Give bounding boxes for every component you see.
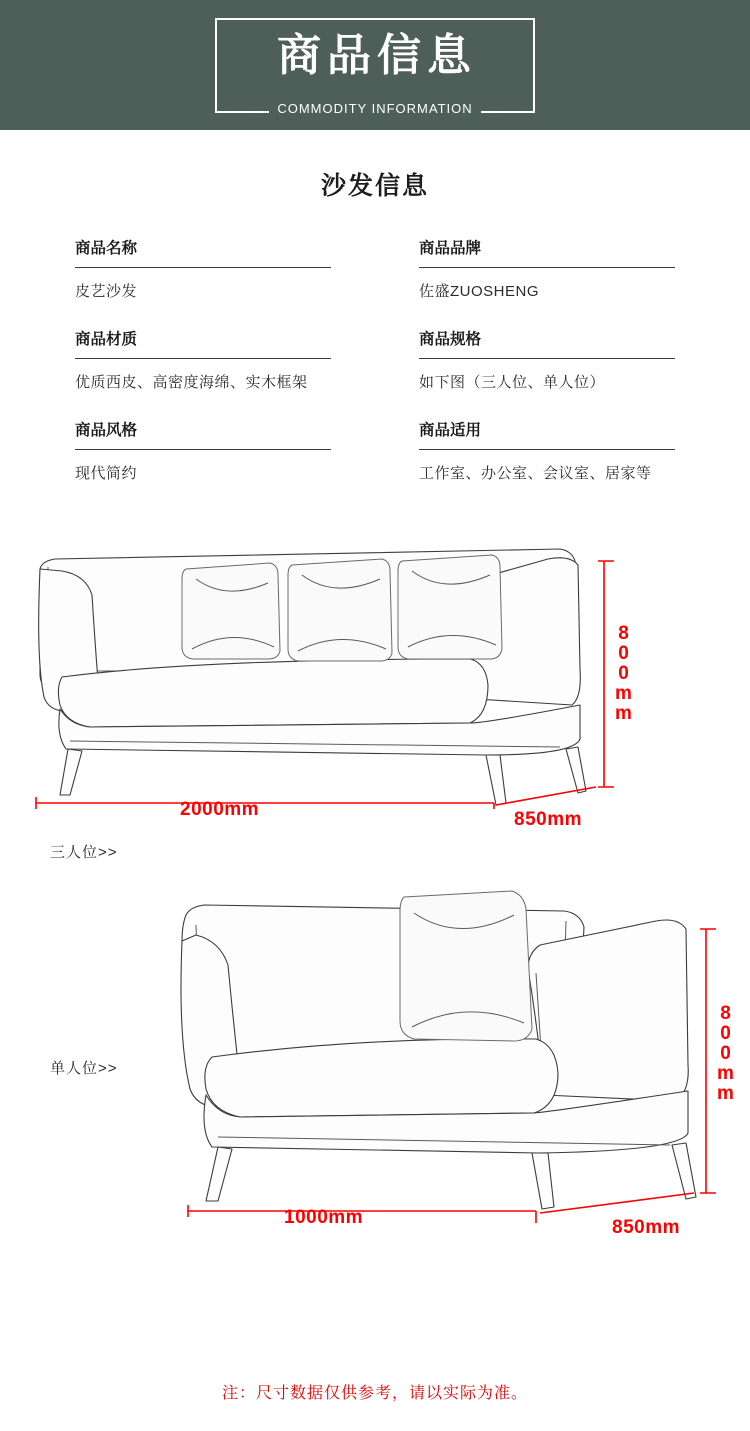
- spec-item-name: [75, 236, 331, 327]
- spec-label: 商品品牌: [419, 236, 675, 268]
- one-seat-caption: 单人位>>: [50, 1060, 118, 1077]
- spec-table: [75, 236, 675, 509]
- spec-item-style: [75, 418, 331, 509]
- one-seat-width-label: 1000mm: [284, 1207, 364, 1228]
- spec-label: 商品名称: [75, 236, 331, 268]
- spec-item-usage: [419, 418, 675, 509]
- spec-value: 佐盛ZUOSHENG: [419, 283, 540, 300]
- section-title: 沙发信息: [320, 172, 429, 200]
- spec-label: 商品材质: [75, 327, 331, 359]
- one-seat-sofa-illustration: [0, 869, 750, 1229]
- spec-value: 皮艺沙发: [75, 283, 138, 300]
- three-seat-caption: 三人位>>: [50, 844, 118, 861]
- spec-value: 工作室、办公室、会议室、居家等: [419, 465, 652, 482]
- spec-value: 如下图（三人位、单人位）: [419, 374, 606, 391]
- spec-value: 现代简约: [75, 465, 138, 482]
- one-seat-height-label: 800mm: [715, 1003, 736, 1103]
- three-seat-height-label: 800mm: [613, 623, 634, 723]
- three-seat-figure: [0, 509, 750, 869]
- one-seat-figure: [0, 869, 750, 1249]
- header-banner: [0, 0, 750, 130]
- spec-item-brand: [419, 236, 675, 327]
- spec-item-size: [419, 327, 675, 418]
- banner-subtitle-wrap: [195, 100, 555, 118]
- page-title: 商品信息: [277, 31, 477, 80]
- banner-frame: [215, 18, 535, 113]
- one-seat-depth-label: 850mm: [612, 1217, 680, 1238]
- spec-label: 商品规格: [419, 327, 675, 359]
- three-seat-width-label: 2000mm: [180, 799, 260, 820]
- spec-label: 商品适用: [419, 418, 675, 450]
- banner-subtitle: COMMODITY INFORMATION: [269, 101, 480, 116]
- spec-item-material: [75, 327, 331, 418]
- three-seat-sofa-illustration: [0, 509, 750, 809]
- spec-label: 商品风格: [75, 418, 331, 450]
- footer-note: 注：尺寸数据仅供参考，请以实际为准。: [221, 1385, 528, 1402]
- spec-value: 优质西皮、高密度海绵、实木框架: [75, 374, 308, 391]
- three-seat-depth-label: 850mm: [514, 809, 582, 830]
